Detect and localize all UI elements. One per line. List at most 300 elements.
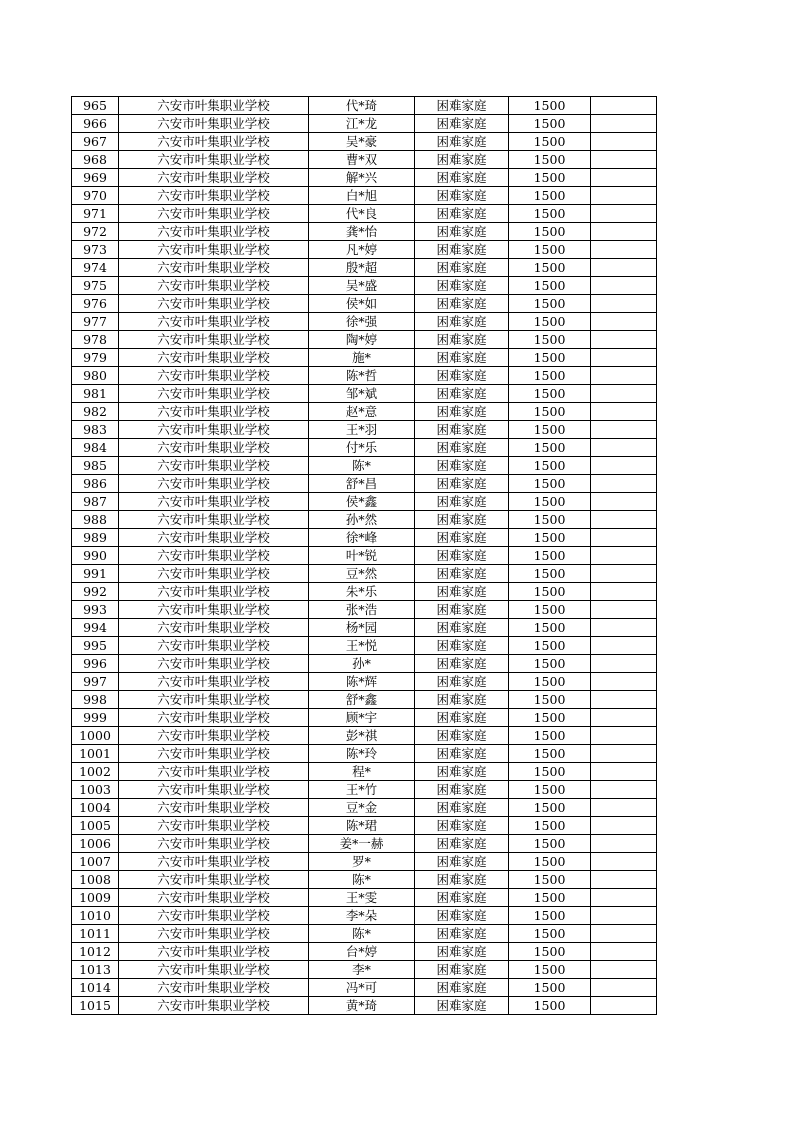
school-name-cell: 六安市叶集职业学校	[119, 259, 309, 277]
table-row	[72, 601, 657, 619]
school-name-cell: 六安市叶集职业学校	[119, 691, 309, 709]
student-name-cell: 豆*金	[309, 799, 415, 817]
table-row	[72, 97, 657, 115]
amount-cell: 1500	[509, 619, 591, 637]
table-row	[72, 313, 657, 331]
table-row	[72, 619, 657, 637]
table-row	[72, 997, 657, 1015]
category-cell: 困难家庭	[415, 475, 509, 493]
amount-cell: 1500	[509, 727, 591, 745]
note-cell	[591, 205, 657, 223]
serial-number-cell: 982	[72, 403, 119, 421]
serial-number-cell: 992	[72, 583, 119, 601]
student-name-cell: 李*	[309, 961, 415, 979]
note-cell	[591, 619, 657, 637]
table-row	[72, 853, 657, 871]
table-row	[72, 655, 657, 673]
student-name-cell: 朱*乐	[309, 583, 415, 601]
table-body	[72, 97, 657, 1015]
student-name-cell: 吴*盛	[309, 277, 415, 295]
table-row	[72, 799, 657, 817]
note-cell	[591, 943, 657, 961]
school-name-cell: 六安市叶集职业学校	[119, 637, 309, 655]
note-cell	[591, 313, 657, 331]
student-name-cell: 徐*强	[309, 313, 415, 331]
note-cell	[591, 115, 657, 133]
table-row	[72, 979, 657, 997]
student-name-cell: 王*竹	[309, 781, 415, 799]
student-name-cell: 陈*	[309, 925, 415, 943]
student-name-cell: 侯*如	[309, 295, 415, 313]
note-cell	[591, 583, 657, 601]
category-cell: 困难家庭	[415, 709, 509, 727]
school-name-cell: 六安市叶集职业学校	[119, 979, 309, 997]
serial-number-cell: 969	[72, 169, 119, 187]
amount-cell: 1500	[509, 799, 591, 817]
student-name-cell: 王*悦	[309, 637, 415, 655]
school-name-cell: 六安市叶集职业学校	[119, 907, 309, 925]
school-name-cell: 六安市叶集职业学校	[119, 565, 309, 583]
table-row	[72, 691, 657, 709]
student-name-cell: 陶*婷	[309, 331, 415, 349]
school-name-cell: 六安市叶集职业学校	[119, 385, 309, 403]
serial-number-cell: 995	[72, 637, 119, 655]
amount-cell: 1500	[509, 493, 591, 511]
table-row	[72, 673, 657, 691]
note-cell	[591, 565, 657, 583]
amount-cell: 1500	[509, 871, 591, 889]
student-name-cell: 解*兴	[309, 169, 415, 187]
category-cell: 困难家庭	[415, 601, 509, 619]
student-name-cell: 陈*	[309, 457, 415, 475]
category-cell: 困难家庭	[415, 169, 509, 187]
table-row	[72, 907, 657, 925]
school-name-cell: 六安市叶集职业学校	[119, 151, 309, 169]
student-name-cell: 龚*怡	[309, 223, 415, 241]
serial-number-cell: 997	[72, 673, 119, 691]
note-cell	[591, 673, 657, 691]
school-name-cell: 六安市叶集职业学校	[119, 457, 309, 475]
note-cell	[591, 349, 657, 367]
category-cell: 困难家庭	[415, 277, 509, 295]
serial-number-cell: 977	[72, 313, 119, 331]
serial-number-cell: 979	[72, 349, 119, 367]
serial-number-cell: 1010	[72, 907, 119, 925]
category-cell: 困难家庭	[415, 133, 509, 151]
student-name-cell: 吴*豪	[309, 133, 415, 151]
table-row	[72, 493, 657, 511]
amount-cell: 1500	[509, 421, 591, 439]
amount-cell: 1500	[509, 223, 591, 241]
category-cell: 困难家庭	[415, 817, 509, 835]
category-cell: 困难家庭	[415, 295, 509, 313]
serial-number-cell: 998	[72, 691, 119, 709]
table-row	[72, 151, 657, 169]
school-name-cell: 六安市叶集职业学校	[119, 673, 309, 691]
category-cell: 困难家庭	[415, 853, 509, 871]
amount-cell: 1500	[509, 511, 591, 529]
note-cell	[591, 889, 657, 907]
school-name-cell: 六安市叶集职业学校	[119, 133, 309, 151]
school-name-cell: 六安市叶集职业学校	[119, 583, 309, 601]
school-name-cell: 六安市叶集职业学校	[119, 475, 309, 493]
amount-cell: 1500	[509, 349, 591, 367]
table-row	[72, 259, 657, 277]
serial-number-cell: 970	[72, 187, 119, 205]
note-cell	[591, 511, 657, 529]
note-cell	[591, 655, 657, 673]
note-cell	[591, 385, 657, 403]
school-name-cell: 六安市叶集职业学校	[119, 889, 309, 907]
category-cell: 困难家庭	[415, 961, 509, 979]
note-cell	[591, 475, 657, 493]
serial-number-cell: 988	[72, 511, 119, 529]
category-cell: 困难家庭	[415, 547, 509, 565]
table-row	[72, 817, 657, 835]
table-row	[72, 421, 657, 439]
table-row	[72, 187, 657, 205]
student-name-cell: 舒*昌	[309, 475, 415, 493]
note-cell	[591, 169, 657, 187]
student-name-cell: 叶*锐	[309, 547, 415, 565]
school-name-cell: 六安市叶集职业学校	[119, 241, 309, 259]
school-name-cell: 六安市叶集职业学校	[119, 943, 309, 961]
note-cell	[591, 223, 657, 241]
serial-number-cell: 991	[72, 565, 119, 583]
student-name-cell: 赵*意	[309, 403, 415, 421]
serial-number-cell: 985	[72, 457, 119, 475]
student-name-cell: 顾*宇	[309, 709, 415, 727]
school-name-cell: 六安市叶集职业学校	[119, 295, 309, 313]
amount-cell: 1500	[509, 997, 591, 1015]
category-cell: 困难家庭	[415, 349, 509, 367]
table-row	[72, 277, 657, 295]
school-name-cell: 六安市叶集职业学校	[119, 403, 309, 421]
table-row	[72, 763, 657, 781]
category-cell: 困难家庭	[415, 979, 509, 997]
student-name-cell: 豆*然	[309, 565, 415, 583]
category-cell: 困难家庭	[415, 223, 509, 241]
category-cell: 困难家庭	[415, 403, 509, 421]
category-cell: 困难家庭	[415, 691, 509, 709]
amount-cell: 1500	[509, 961, 591, 979]
school-name-cell: 六安市叶集职业学校	[119, 277, 309, 295]
note-cell	[591, 961, 657, 979]
category-cell: 困难家庭	[415, 799, 509, 817]
note-cell	[591, 637, 657, 655]
category-cell: 困难家庭	[415, 439, 509, 457]
note-cell	[591, 745, 657, 763]
note-cell	[591, 817, 657, 835]
school-name-cell: 六安市叶集职业学校	[119, 745, 309, 763]
category-cell: 困难家庭	[415, 655, 509, 673]
note-cell	[591, 493, 657, 511]
table-row	[72, 583, 657, 601]
student-name-cell: 罗*	[309, 853, 415, 871]
amount-cell: 1500	[509, 97, 591, 115]
student-name-cell: 台*婷	[309, 943, 415, 961]
category-cell: 困难家庭	[415, 151, 509, 169]
note-cell	[591, 133, 657, 151]
amount-cell: 1500	[509, 403, 591, 421]
category-cell: 困难家庭	[415, 115, 509, 133]
table-row	[72, 511, 657, 529]
table-row	[72, 709, 657, 727]
amount-cell: 1500	[509, 907, 591, 925]
note-cell	[591, 241, 657, 259]
school-name-cell: 六安市叶集职业学校	[119, 115, 309, 133]
category-cell: 困难家庭	[415, 205, 509, 223]
category-cell: 困难家庭	[415, 835, 509, 853]
amount-cell: 1500	[509, 925, 591, 943]
student-name-cell: 王*羽	[309, 421, 415, 439]
serial-number-cell: 1009	[72, 889, 119, 907]
category-cell: 困难家庭	[415, 943, 509, 961]
school-name-cell: 六安市叶集职业学校	[119, 223, 309, 241]
student-name-cell: 张*浩	[309, 601, 415, 619]
serial-number-cell: 986	[72, 475, 119, 493]
school-name-cell: 六安市叶集职业学校	[119, 187, 309, 205]
amount-cell: 1500	[509, 277, 591, 295]
amount-cell: 1500	[509, 313, 591, 331]
note-cell	[591, 907, 657, 925]
note-cell	[591, 259, 657, 277]
amount-cell: 1500	[509, 637, 591, 655]
serial-number-cell: 980	[72, 367, 119, 385]
student-name-cell: 冯*可	[309, 979, 415, 997]
serial-number-cell: 974	[72, 259, 119, 277]
note-cell	[591, 709, 657, 727]
serial-number-cell: 993	[72, 601, 119, 619]
note-cell	[591, 367, 657, 385]
category-cell: 困难家庭	[415, 511, 509, 529]
student-name-cell: 姜*一赫	[309, 835, 415, 853]
note-cell	[591, 835, 657, 853]
note-cell	[591, 97, 657, 115]
amount-cell: 1500	[509, 187, 591, 205]
category-cell: 困难家庭	[415, 241, 509, 259]
serial-number-cell: 965	[72, 97, 119, 115]
table-row	[72, 529, 657, 547]
table-row	[72, 889, 657, 907]
serial-number-cell: 1005	[72, 817, 119, 835]
amount-cell: 1500	[509, 457, 591, 475]
table-row	[72, 115, 657, 133]
amount-cell: 1500	[509, 151, 591, 169]
school-name-cell: 六安市叶集职业学校	[119, 997, 309, 1015]
serial-number-cell: 971	[72, 205, 119, 223]
school-name-cell: 六安市叶集职业学校	[119, 331, 309, 349]
note-cell	[591, 799, 657, 817]
table-row	[72, 547, 657, 565]
amount-cell: 1500	[509, 367, 591, 385]
student-name-cell: 凡*婷	[309, 241, 415, 259]
table-row	[72, 223, 657, 241]
category-cell: 困难家庭	[415, 781, 509, 799]
student-name-cell: 陈*珺	[309, 817, 415, 835]
table-row	[72, 745, 657, 763]
serial-number-cell: 1012	[72, 943, 119, 961]
table-row	[72, 781, 657, 799]
school-name-cell: 六安市叶集职业学校	[119, 169, 309, 187]
school-name-cell: 六安市叶集职业学校	[119, 853, 309, 871]
amount-cell: 1500	[509, 979, 591, 997]
category-cell: 困难家庭	[415, 385, 509, 403]
school-name-cell: 六安市叶集职业学校	[119, 799, 309, 817]
amount-cell: 1500	[509, 745, 591, 763]
school-name-cell: 六安市叶集职业学校	[119, 655, 309, 673]
category-cell: 困难家庭	[415, 313, 509, 331]
amount-cell: 1500	[509, 529, 591, 547]
serial-number-cell: 983	[72, 421, 119, 439]
table-row	[72, 727, 657, 745]
serial-number-cell: 1008	[72, 871, 119, 889]
student-name-cell: 王*雯	[309, 889, 415, 907]
note-cell	[591, 295, 657, 313]
note-cell	[591, 187, 657, 205]
note-cell	[591, 763, 657, 781]
serial-number-cell: 1003	[72, 781, 119, 799]
amount-cell: 1500	[509, 565, 591, 583]
serial-number-cell: 976	[72, 295, 119, 313]
category-cell: 困难家庭	[415, 421, 509, 439]
serial-number-cell: 1007	[72, 853, 119, 871]
serial-number-cell: 975	[72, 277, 119, 295]
serial-number-cell: 981	[72, 385, 119, 403]
student-name-cell: 陈*	[309, 871, 415, 889]
amount-cell: 1500	[509, 385, 591, 403]
student-name-cell: 施*	[309, 349, 415, 367]
student-name-cell: 代*琦	[309, 97, 415, 115]
category-cell: 困难家庭	[415, 907, 509, 925]
student-name-cell: 黄*琦	[309, 997, 415, 1015]
note-cell	[591, 277, 657, 295]
table-row	[72, 133, 657, 151]
amount-cell: 1500	[509, 115, 591, 133]
student-name-cell: 侯*鑫	[309, 493, 415, 511]
table-row	[72, 205, 657, 223]
student-name-cell: 舒*鑫	[309, 691, 415, 709]
student-name-cell: 付*乐	[309, 439, 415, 457]
serial-number-cell: 1004	[72, 799, 119, 817]
serial-number-cell: 999	[72, 709, 119, 727]
table-row	[72, 367, 657, 385]
school-name-cell: 六安市叶集职业学校	[119, 511, 309, 529]
note-cell	[591, 457, 657, 475]
school-name-cell: 六安市叶集职业学校	[119, 817, 309, 835]
amount-cell: 1500	[509, 205, 591, 223]
serial-number-cell: 1002	[72, 763, 119, 781]
category-cell: 困难家庭	[415, 763, 509, 781]
category-cell: 困难家庭	[415, 997, 509, 1015]
note-cell	[591, 691, 657, 709]
school-name-cell: 六安市叶集职业学校	[119, 601, 309, 619]
serial-number-cell: 1006	[72, 835, 119, 853]
amount-cell: 1500	[509, 763, 591, 781]
category-cell: 困难家庭	[415, 493, 509, 511]
category-cell: 困难家庭	[415, 745, 509, 763]
amount-cell: 1500	[509, 295, 591, 313]
serial-number-cell: 968	[72, 151, 119, 169]
subsidy-table	[71, 96, 657, 1015]
amount-cell: 1500	[509, 475, 591, 493]
amount-cell: 1500	[509, 853, 591, 871]
amount-cell: 1500	[509, 169, 591, 187]
school-name-cell: 六安市叶集职业学校	[119, 421, 309, 439]
amount-cell: 1500	[509, 601, 591, 619]
note-cell	[591, 997, 657, 1015]
note-cell	[591, 403, 657, 421]
amount-cell: 1500	[509, 691, 591, 709]
school-name-cell: 六安市叶集职业学校	[119, 205, 309, 223]
student-name-cell: 白*旭	[309, 187, 415, 205]
school-name-cell: 六安市叶集职业学校	[119, 835, 309, 853]
table-row	[72, 169, 657, 187]
amount-cell: 1500	[509, 655, 591, 673]
serial-number-cell: 1014	[72, 979, 119, 997]
student-name-cell: 江*龙	[309, 115, 415, 133]
category-cell: 困难家庭	[415, 583, 509, 601]
student-name-cell: 代*良	[309, 205, 415, 223]
table-row	[72, 637, 657, 655]
student-name-cell: 邹*斌	[309, 385, 415, 403]
school-name-cell: 六安市叶集职业学校	[119, 763, 309, 781]
serial-number-cell: 1001	[72, 745, 119, 763]
student-name-cell: 杨*园	[309, 619, 415, 637]
note-cell	[591, 439, 657, 457]
amount-cell: 1500	[509, 241, 591, 259]
amount-cell: 1500	[509, 709, 591, 727]
table-row	[72, 835, 657, 853]
student-name-cell: 程*	[309, 763, 415, 781]
amount-cell: 1500	[509, 673, 591, 691]
student-name-cell: 李*朵	[309, 907, 415, 925]
serial-number-cell: 1000	[72, 727, 119, 745]
category-cell: 困难家庭	[415, 97, 509, 115]
note-cell	[591, 151, 657, 169]
amount-cell: 1500	[509, 943, 591, 961]
serial-number-cell: 989	[72, 529, 119, 547]
table-row	[72, 439, 657, 457]
student-name-cell: 曹*双	[309, 151, 415, 169]
serial-number-cell: 966	[72, 115, 119, 133]
school-name-cell: 六安市叶集职业学校	[119, 871, 309, 889]
category-cell: 困难家庭	[415, 331, 509, 349]
category-cell: 困难家庭	[415, 727, 509, 745]
serial-number-cell: 978	[72, 331, 119, 349]
amount-cell: 1500	[509, 781, 591, 799]
note-cell	[591, 979, 657, 997]
note-cell	[591, 925, 657, 943]
category-cell: 困难家庭	[415, 565, 509, 583]
table-row	[72, 349, 657, 367]
serial-number-cell: 967	[72, 133, 119, 151]
school-name-cell: 六安市叶集职业学校	[119, 97, 309, 115]
category-cell: 困难家庭	[415, 925, 509, 943]
table-row	[72, 871, 657, 889]
school-name-cell: 六安市叶集职业学校	[119, 547, 309, 565]
note-cell	[591, 781, 657, 799]
category-cell: 困难家庭	[415, 529, 509, 547]
amount-cell: 1500	[509, 133, 591, 151]
student-name-cell: 陈*辉	[309, 673, 415, 691]
table-row	[72, 331, 657, 349]
student-name-cell: 徐*峰	[309, 529, 415, 547]
student-name-cell: 殷*超	[309, 259, 415, 277]
serial-number-cell: 984	[72, 439, 119, 457]
serial-number-cell: 996	[72, 655, 119, 673]
table-row	[72, 925, 657, 943]
